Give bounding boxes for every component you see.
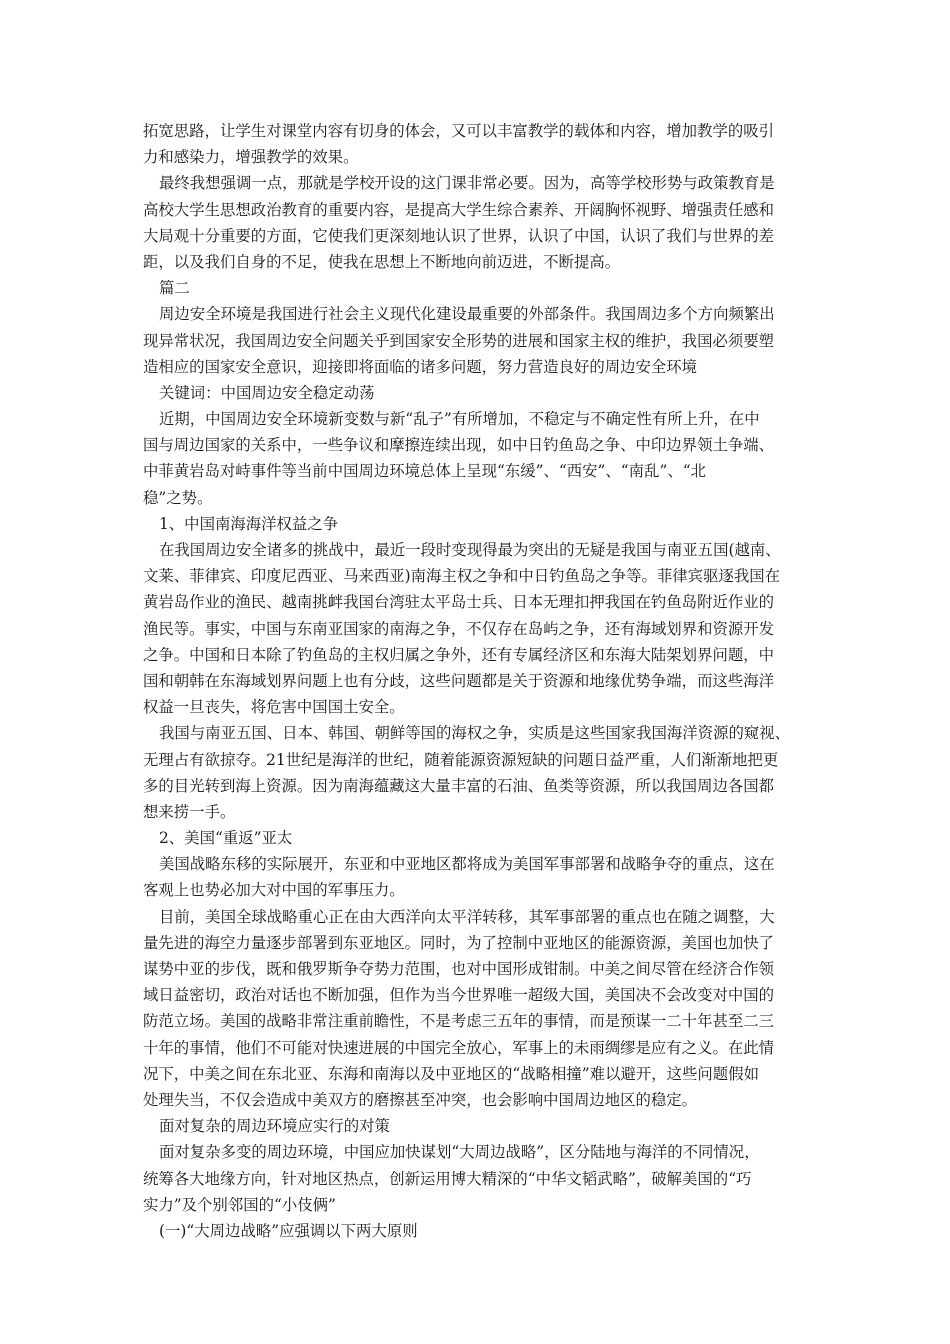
text-line: 黄岩岛作业的渔民、越南挑衅我国台湾驻太平岛士兵、日本无理扣押我国在钓鱼岛附近作业的 (143, 593, 775, 612)
text-line: 在我国周边安全诸多的挑战中，最近一段时变现得最为突出的无疑是我国与南亚五国(越南、 (159, 541, 781, 559)
text-line: 拓宽思路，让学生对课堂内容有切身的体会，又可以丰富教学的载体和内容，增加教学的吸引 (143, 122, 775, 140)
text-line: 面对复杂的周边环境应实行的对策 (159, 1117, 390, 1136)
text-line: 况下，中美之间在东北亚、东海和南海以及中亚地区的“战略相撞”难以避开，这些问题假如 (143, 1064, 759, 1083)
text-line: 1、中国南海海洋权益之争 (159, 514, 339, 533)
text-line: 处理失当，不仅会造成中美双方的磨擦甚至冲突，也会影响中国周边地区的稳定。 (143, 1090, 698, 1109)
text-line: 美国战略东移的实际展开，东亚和中亚地区都将成为美国军事部署和战略争夺的重点，这在 (159, 855, 775, 874)
text-line: 高校大学生思想政治教育的重要内容，是提高大学生综合素养、开阔胸怀视野、增强责任感和 (143, 200, 775, 219)
text-line: 统筹各大地缘方向，针对地区热点，创新运用博大精深的“中华文韬武略”，破解美国的“巧 (143, 1169, 752, 1188)
text-line: 谋势中亚的步伐，既和俄罗斯争夺势力范围，也对中国形成钳制。中美之间尽管在经济合作领 (143, 960, 775, 978)
text-line: 防范立场。美国的战略非常注重前瞻性，不是考虑三五年的事情，而是预谋一二十年甚至二三 (143, 1012, 775, 1031)
text-line: 2、美国“重返”亚太 (159, 829, 293, 848)
text-line: 最终我想强调一点，那就是学校开设的这门课非常必要。因为，高等学校形势与政策教育是 (159, 174, 775, 193)
text-line: 关键词：中国周边安全稳定动荡 (159, 383, 375, 402)
text-line: 之争。中国和日本除了钓鱼岛的主权归属之争外，还有专属经济区和东海大陆架划界问题，中 (143, 645, 775, 664)
text-line: 域日益密切，政治对话也不断加强，但作为当今世界唯一超级大国，美国决不会改变对中国的 (143, 986, 775, 1005)
text-line: 十年的事情，他们不可能对快速进展的中国完全放心，军事上的未雨绸缪是应有之义。在此情 (143, 1038, 775, 1057)
text-line: 目前，美国全球战略重心正在由大西洋向太平洋转移，其军事部署的重点也在随之调整，大 (159, 907, 775, 926)
document-page (143, 118, 807, 1244)
text-line: 客观上也势必加大对中国的军事压力。 (143, 881, 405, 900)
text-line: (一)“大周边战略”应强调以下两大原则 (159, 1221, 418, 1240)
text-line: 距，以及我们自身的不足，使我在思想上不断地向前迈进，不断提高。 (143, 252, 621, 271)
text-line: 周边安全环境是我国进行社会主义现代化建设最重要的外部条件。我国周边多个方向频繁出 (159, 305, 775, 324)
text-line: 量先进的海空力量逐步部署到东亚地区。同时，为了控制中亚地区的能源资源，美国也加快了 (143, 933, 775, 952)
text-line: 想来捞一手。 (143, 802, 236, 821)
text-line: 无理占有欲掠夺。21世纪是海洋的世纪，随着能源资源短缺的问题日益严重，人们渐渐地把更 (143, 750, 779, 769)
text-line: 篇二 (159, 279, 190, 298)
text-line: 力和感染力，增强教学的效果。 (143, 148, 359, 167)
text-line: 造相应的国家安全意识，迎接即将面临的诸多问题，努力营造良好的周边安全环境 (143, 357, 698, 376)
text-line: 我国与南亚五国、日本、韩国、朝鲜等国的海权之争，实质是这些国家我国海洋资源的窥视、 (159, 724, 791, 743)
text-line: 中菲黄岩岛对峙事件等当前中国周边环境总体上呈现“东缓”、“西安”、“南乱”、“北 (143, 462, 706, 481)
text-line: 权益一旦丧失，将危害中国国土安全。 (143, 698, 405, 717)
text-line: 国与周边国家的关系中，一些争议和摩擦连续出现，如中日钓鱼岛之争、中印边界领土争端、 (143, 436, 775, 455)
text-line: 面对复杂多变的周边环境，中国应加快谋划“大周边战略”，区分陆地与海洋的不同情况， (159, 1143, 760, 1162)
text-line: 大局观十分重要的方面，它使我们更深刻地认识了世界，认识了中国，认识了我们与世界的差 (143, 226, 775, 245)
text-line: 多的目光转到海上资源。因为南海蕴藏这大量丰富的石油、鱼类等资源，所以我国周边各国都 (143, 776, 775, 795)
text-line: 文莱、菲律宾、印度尼西亚、马来西亚)南海主权之争和中日钓鱼岛之争等。菲律宾驱逐我国在 (143, 567, 781, 586)
text-line: 实力”及个别邻国的“小伎俩” (143, 1195, 336, 1214)
text-line: 现异常状况，我国周边安全问题关乎到国家安全形势的进展和国家主权的维护，我国必须要塑 (143, 331, 775, 350)
text-line: 近期，中国周边安全环境新变数与新“乱子”有所增加，不稳定与不确定性有所上升，在中 (159, 410, 760, 429)
text-line: 国和朝韩在东海域划界问题上也有分歧，这些问题都是关于资源和地缘优势争端，而这些海洋 (143, 671, 775, 690)
text-line: 渔民等。事实，中国与东南亚国家的南海之争，不仅存在岛屿之争，还有海域划界和资源开发 (143, 619, 775, 638)
text-line: 稳”之势。 (143, 488, 213, 507)
